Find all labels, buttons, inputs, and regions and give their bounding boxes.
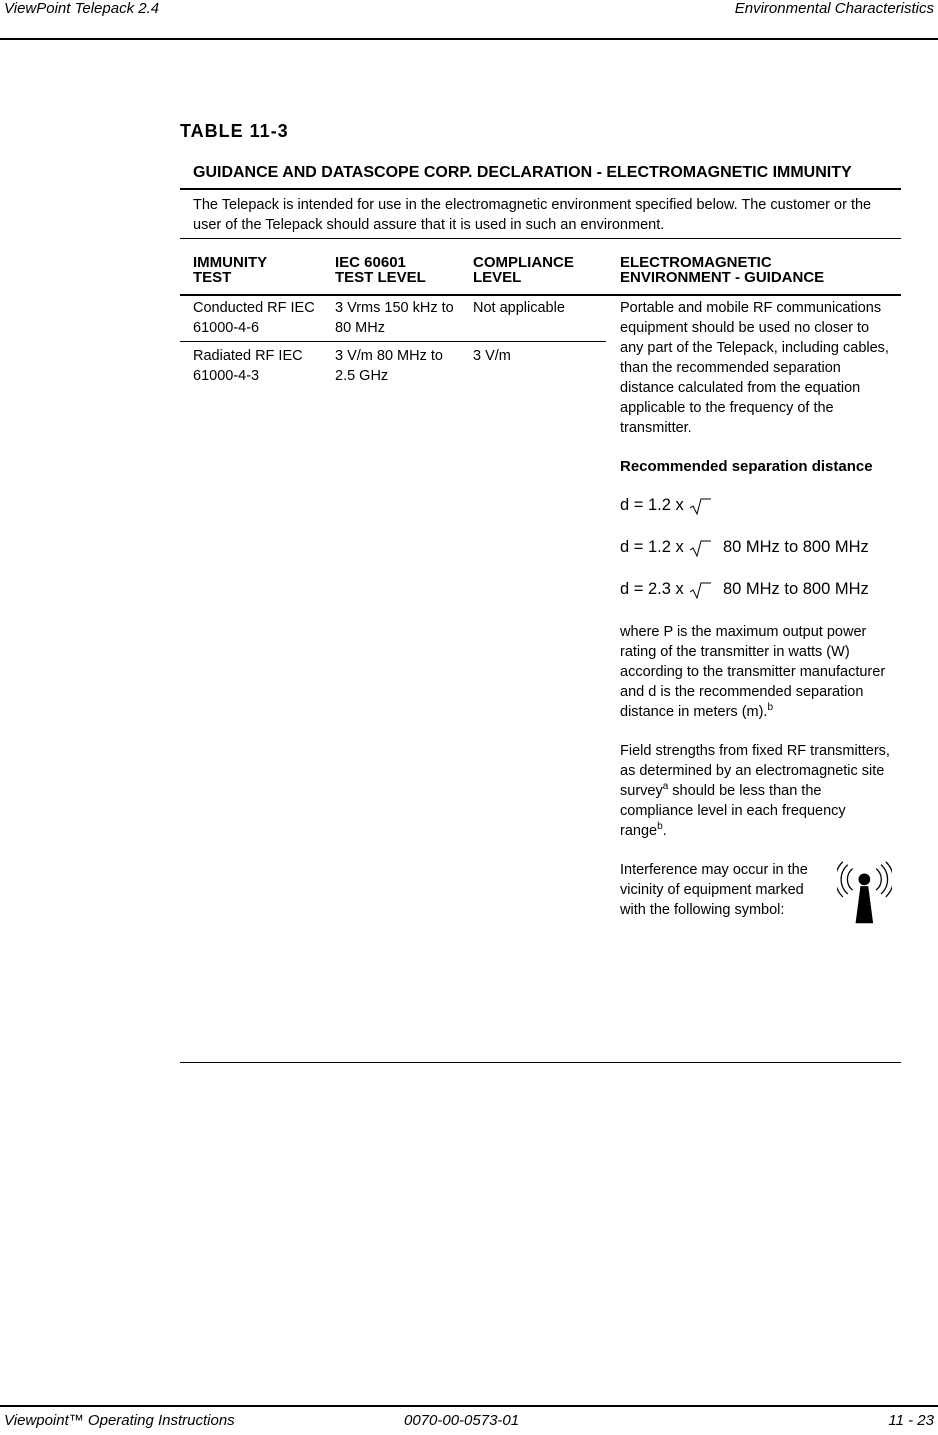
footer-rule xyxy=(0,1405,938,1407)
table-label: TABLE 11-3 xyxy=(180,121,289,141)
square-root-icon xyxy=(688,496,712,516)
header-row-rule xyxy=(180,294,901,296)
guidance-paragraph: Portable and mobile RF communications equipment should be used no closer to any part of the Telepack, including cables, than the recommended separation distance calculated from the equation applicable to the frequency of the transmitter. xyxy=(620,300,889,436)
col-head-immunity-test: IMMUNITY TEST xyxy=(193,254,268,286)
col-head-compliance-level: COMPLIANCE LEVEL xyxy=(473,254,574,286)
interference-note xyxy=(620,860,892,926)
square-root-icon xyxy=(688,538,712,558)
formula-3: d = 2.3 x 80 MHz to 800 MHz xyxy=(620,580,869,598)
formula-2: d = 1.2 x 80 MHz to 800 MHz xyxy=(620,538,869,556)
power-rating-paragraph: where P is the maximum output power rating of the transmitter in watts (W) according to the transmitter manufacturer and d is the recommended separation distance in meters (m).$^b$ xyxy=(620,624,886,720)
table-row-2-level: 3 V/m 80 MHz to 2.5 GHz xyxy=(335,348,443,384)
square-root-icon xyxy=(688,580,712,600)
table-title: GUIDANCE AND DATASCOPE CORP. DECLARATION - ELECTROMAGNETIC IMMUNITY xyxy=(193,164,852,181)
separation-distance-heading: Recommended separation distance xyxy=(620,458,873,475)
row-divider xyxy=(180,341,606,342)
non-ionizing-radiation-icon xyxy=(837,860,892,926)
table-row-1-compliance: Not applicable xyxy=(473,300,565,316)
footer-left: Viewpoint™ Operating Instructions xyxy=(4,1412,235,1429)
header-rule xyxy=(0,38,938,40)
title-rule xyxy=(180,188,901,190)
running-header-left: ViewPoint Telepack 2.4 xyxy=(4,0,160,17)
col-head-test-level: IEC 60601 TEST LEVEL xyxy=(335,254,426,286)
table-bottom-rule xyxy=(180,1062,901,1063)
footer-document-number: 0070-00-0573-01 xyxy=(404,1412,520,1429)
col-head-environment-guidance: ELECTROMAGNETIC ENVIRONMENT - GUIDANCE xyxy=(620,254,825,286)
running-header-right: Environmental Characteristics xyxy=(734,0,934,17)
table-row-1-level: 3 Vrms 150 kHz to 80 MHz xyxy=(335,300,454,336)
guidance-cell xyxy=(620,298,892,926)
intro-rule xyxy=(180,238,901,239)
field-strength-paragraph: Field strengths from fixed RF transmitters, as determined by an electromagnetic site survey$^a$ should be less than the compliance level in each frequency range$^b$. xyxy=(620,743,890,839)
footnote-b: b xyxy=(657,821,663,833)
page-number: 11 - 23 xyxy=(888,1412,934,1429)
footnote-b: b xyxy=(767,702,774,714)
table-row-1-test: Conducted RF IEC 61000-4-6 xyxy=(193,300,315,336)
footnote-a: a xyxy=(662,781,669,793)
interference-text: Interference may occur in the vicinity of equipment marked with the following symbol: xyxy=(620,862,808,918)
formula-1: d = 1.2 x xyxy=(620,491,892,519)
table-row-2-compliance: 3 V/m xyxy=(473,348,511,364)
table-intro: The Telepack is intended for use in the electromagnetic environment specified below. The customer or the user of the Telepack should assure that it is used in such an environment. xyxy=(193,197,872,233)
table-row-2-test: Radiated RF IEC 61000-4-3 xyxy=(193,348,303,384)
